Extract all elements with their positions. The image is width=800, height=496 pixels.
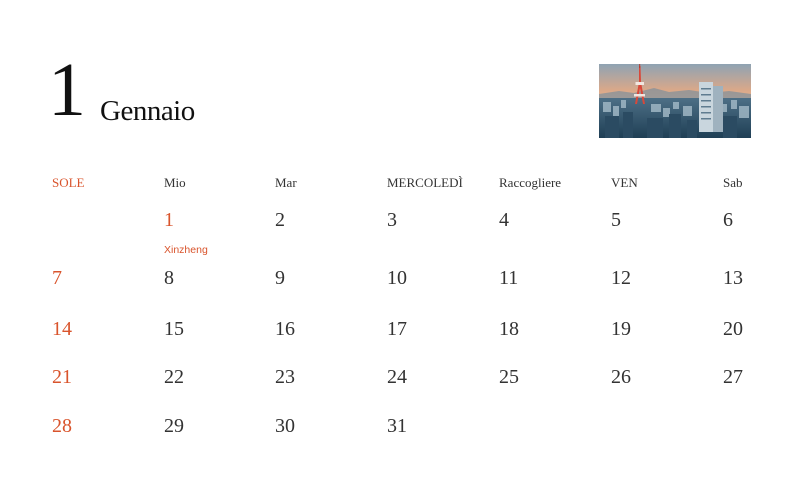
weekday-label: VEN: [611, 175, 638, 190]
day-cell: 13: [723, 267, 743, 289]
weekday-label: Mio: [164, 175, 186, 190]
month-name: Gennaio: [100, 95, 195, 127]
day-cell: 12: [611, 267, 631, 289]
day-cell: 5: [611, 209, 621, 231]
day-cell: 9: [275, 267, 285, 289]
day-cell: 20: [723, 318, 743, 340]
day-cell: 10: [387, 267, 407, 289]
day-cell: 15: [164, 318, 184, 340]
day-cell: 6: [723, 209, 733, 231]
day-cell: 18: [499, 318, 519, 340]
day-cell: 8: [164, 267, 174, 289]
day-cell: 30: [275, 415, 295, 437]
day-cell: 2: [275, 209, 285, 231]
day-cell: 16: [275, 318, 295, 340]
day-cell: 23: [275, 366, 295, 388]
day-cell: 1: [164, 209, 174, 231]
weekday-label: MERCOLEDÌ: [387, 175, 463, 190]
day-cell: 14: [52, 318, 72, 340]
cityscape-photo: [599, 64, 751, 138]
month-number: 1: [48, 48, 84, 132]
day-cell: 4: [499, 209, 509, 231]
holiday-label: Xinzheng: [164, 244, 208, 256]
weekday-label: SOLE: [52, 175, 85, 190]
day-cell: 26: [611, 366, 631, 388]
weekday-label: Mar: [275, 175, 297, 190]
day-cell: 7: [52, 267, 62, 289]
day-cell: 31: [387, 415, 407, 437]
day-cell: 3: [387, 209, 397, 231]
weekday-label: Raccogliere: [499, 175, 562, 190]
day-cell: 28: [52, 415, 72, 437]
day-cell: 25: [499, 366, 519, 388]
weekday-label: Sab: [723, 175, 743, 190]
day-cell: 19: [611, 318, 631, 340]
day-cell: 29: [164, 415, 184, 437]
day-cell: 24: [387, 366, 407, 388]
day-cell: 21: [52, 366, 72, 388]
day-cell: 27: [723, 366, 743, 388]
day-cell: 22: [164, 366, 184, 388]
day-cell: 11: [499, 267, 519, 289]
day-cell: 17: [387, 318, 407, 340]
